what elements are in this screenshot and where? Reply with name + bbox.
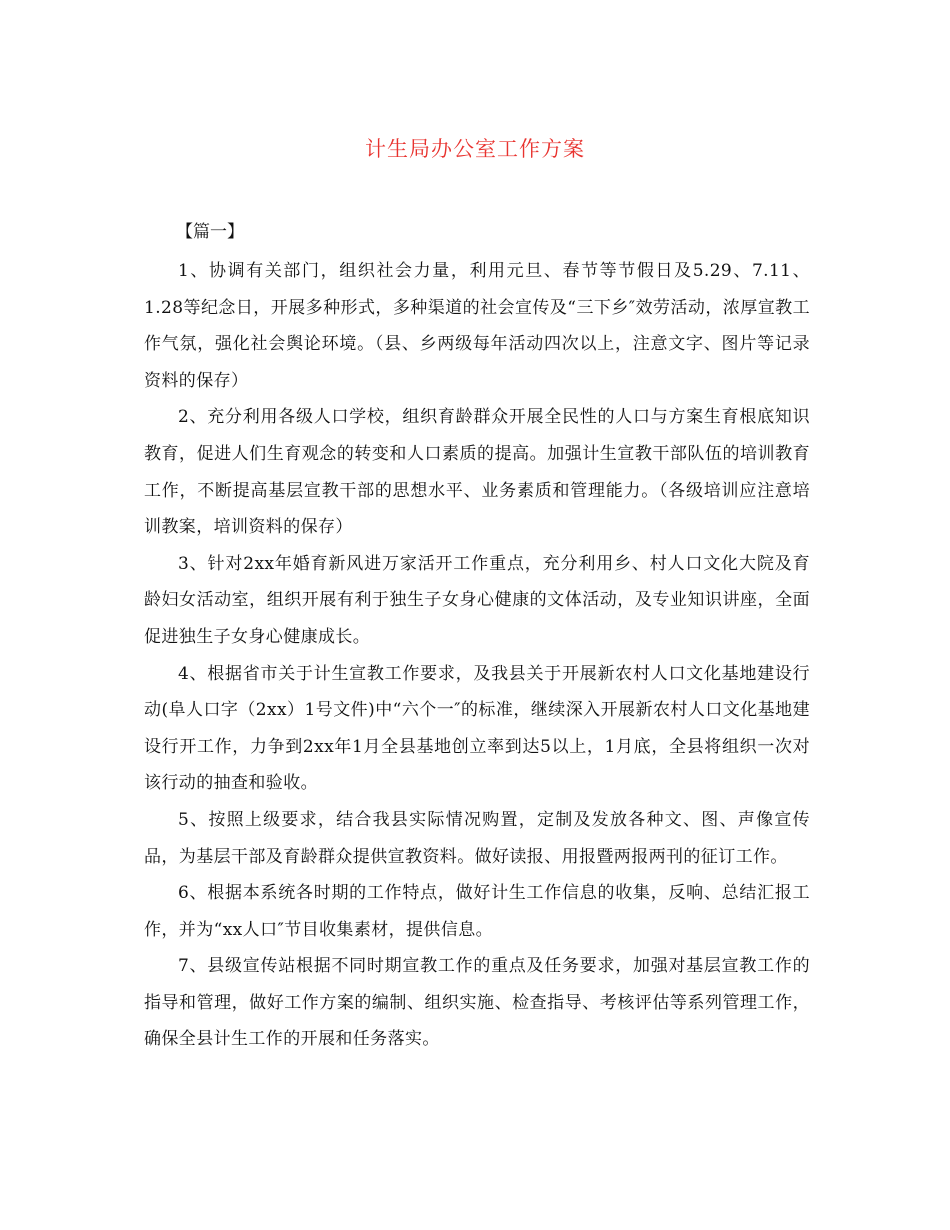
- paragraph-4: 4、根据省市关于计生宣教工作要求，及我县关于开展新农村人口文化基地建设行动(阜人口字（2xx）1号文件)中“六个一″的标准，继续深入开展新农村人口文化基地建设行开工作，力争到2xx年1月全县基地创立率到达5以上，1月底，全县将组织一次对该行动的抽查和验收。: [144, 663, 810, 794]
- page-title: 计生局办公室工作方案: [365, 137, 585, 161]
- paragraph-2: 2、充分利用各级人口学校，组织育龄群众开展全民性的人口与方案生育根底知识教育，促进人们生育观念的转变和人口素质的提高。加强计生宣教干部队伍的培训教育工作，不断提高基层宣教干部的思想水平、业务素质和管理能力。（各级培训应注意培训教案，培训资料的保存）: [144, 407, 810, 538]
- paragraph-5: 5、按照上级要求，结合我县实际情况购置，定制及发放各种文、图、声像宣传品，为基层干部及育龄群众提供宣教资料。做好读报、用报暨两报两刊的征订工作。: [144, 809, 810, 867]
- paragraph-7: 7、县级宣传站根据不同时期宣教工作的重点及任务要求，加强对基层宣教工作的指导和管理，做好工作方案的编制、组织实施、检查指导、考核评估等系列管理工作，确保全县计生工作的开展和任务落实。: [144, 956, 810, 1050]
- paragraph-3: 3、针对2xx年婚育新风进万家活开工作重点，充分利用乡、村人口文化大院及育龄妇女活动室，组织开展有利于独生子女身心健康的文体活动，及专业知识讲座，全面促进独生子女身心健康成长。: [144, 553, 810, 647]
- paragraph-1: 1、协调有关部门，组织社会力量，利用元旦、春节等节假日及5.29、7.11、1.28等纪念日，开展多种形式，多种渠道的社会宣传及“三下乡″效劳活动，浓厚宣教工作气氛，强化社会舆论环境。（县、乡两级每年活动四次以上，注意文字、图片等记录资料的保存）: [144, 261, 810, 391]
- document-body: [144, 253, 810, 1058]
- section-label: 【篇一】: [176, 222, 244, 242]
- paragraph-6: 6、根据本系统各时期的工作特点，做好计生工作信息的收集，反响、总结汇报工作，并为“xx人口″节目收集素材，提供信息。: [144, 883, 810, 940]
